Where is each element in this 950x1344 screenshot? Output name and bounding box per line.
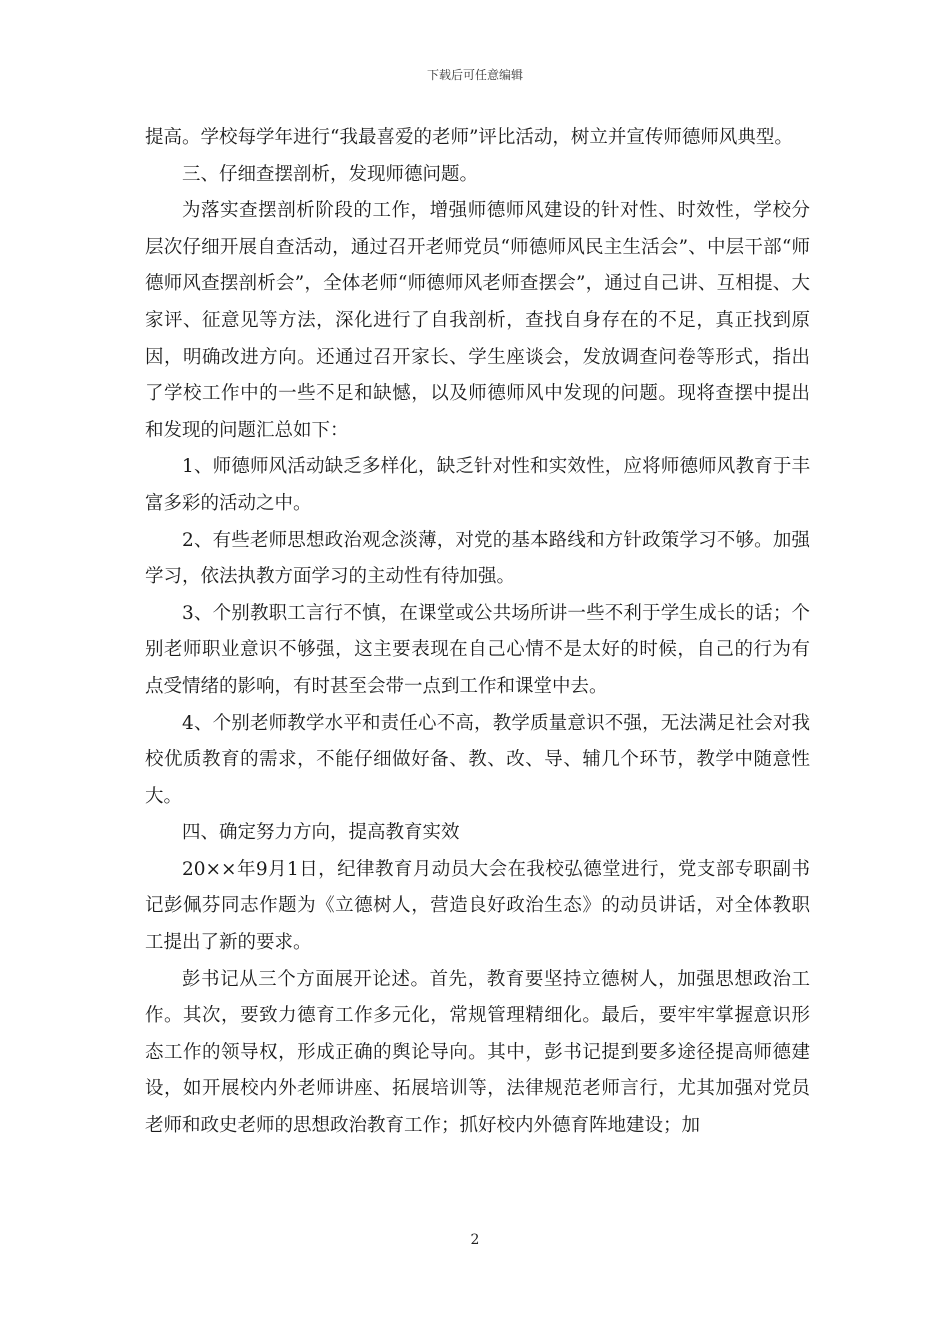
section-heading-3: 三、仔细查摆剖析，发现师德问题。 (182, 163, 479, 185)
paragraph-self-examination: 为落实查摆剖析阶段的工作，增强师德师风建设的针对性、时效性，学校分层次仔细开展自查活动，通过召开老师党员“师德师风民主生活会”、中层干部“师德师风查摆剖析会”，全体老师“师德师风老师查摆会”，通过自己讲、互相提、大家评、征意见等方法，深化进行了自我剖析，查找自身存在的不足，真正找到原因，明确改进方向。还通过召开家长、学生座谈会，发放调查问卷等形式，指出了学校工作中的一些不足和缺憾，以及师德师风中发现的问题。现将查摆中提出和发现的问题汇总如下： (145, 200, 810, 441)
paragraph-secretary-speech: 彭书记从三个方面展开论述。首先，教育要坚持立德树人，加强思想政治工作。其次，要致力德育工作多元化，常规管理精细化。最后，要牢牢掌握意识形态工作的领导权，形成正确的舆论导向。其中，彭书记提到要多途径提高师德建设，如开展校内外老师讲座、拓展培训等，法律规范老师言行，尤其加强对党员老师和政史老师的思想政治教育工作；抓好校内外德育阵地建设；加 (145, 968, 810, 1137)
paragraph-continuation: 提高。学校每学年进行“我最喜爱的老师”评比活动，树立并宣传师德师风典型。 (145, 127, 793, 148)
list-item-2: 2、有些老师思想政治观念淡薄，对党的基本路线和方针政策学习不够。加强学习，依法执教方面学习的主动性有待加强。 (145, 529, 810, 588)
list-item-1: 1、师德师风活动缺乏多样化，缺乏针对性和实效性，应将师德师风教育于丰富多彩的活动之中。 (145, 456, 810, 514)
list-item-4: 4、个别老师教学水平和责任心不高，教学质量意识不强，无法满足社会对我校优质教育的需求，不能仔细做好备、教、改、导、辅几个环节，教学中随意性大。 (145, 712, 810, 807)
page-number: 2 (470, 1232, 480, 1248)
page-header: 下载后可任意编辑 (426, 68, 523, 82)
section-heading-4: 四、确定努力方向，提高教育实效 (182, 822, 460, 844)
paragraph-mobilization-meeting: 20××年9月1日，纪律教育月动员大会在我校弘德堂进行，党支部专职副书记彭佩芬同志作题为《立德树人，营造良好政治生态》的动员讲话，对全体教职工提出了新的要求。 (145, 858, 810, 954)
document-body (145, 120, 810, 1145)
list-item-3: 3、个别教职工言行不慎，在课堂或公共场所讲一些不利于学生成长的话；个别老师职业意识不够强，这主要表现在自己心情不是太好的时候，自己的行为有点受情绪的影响，有时甚至会带一点到工作和课堂中去。 (145, 602, 810, 697)
